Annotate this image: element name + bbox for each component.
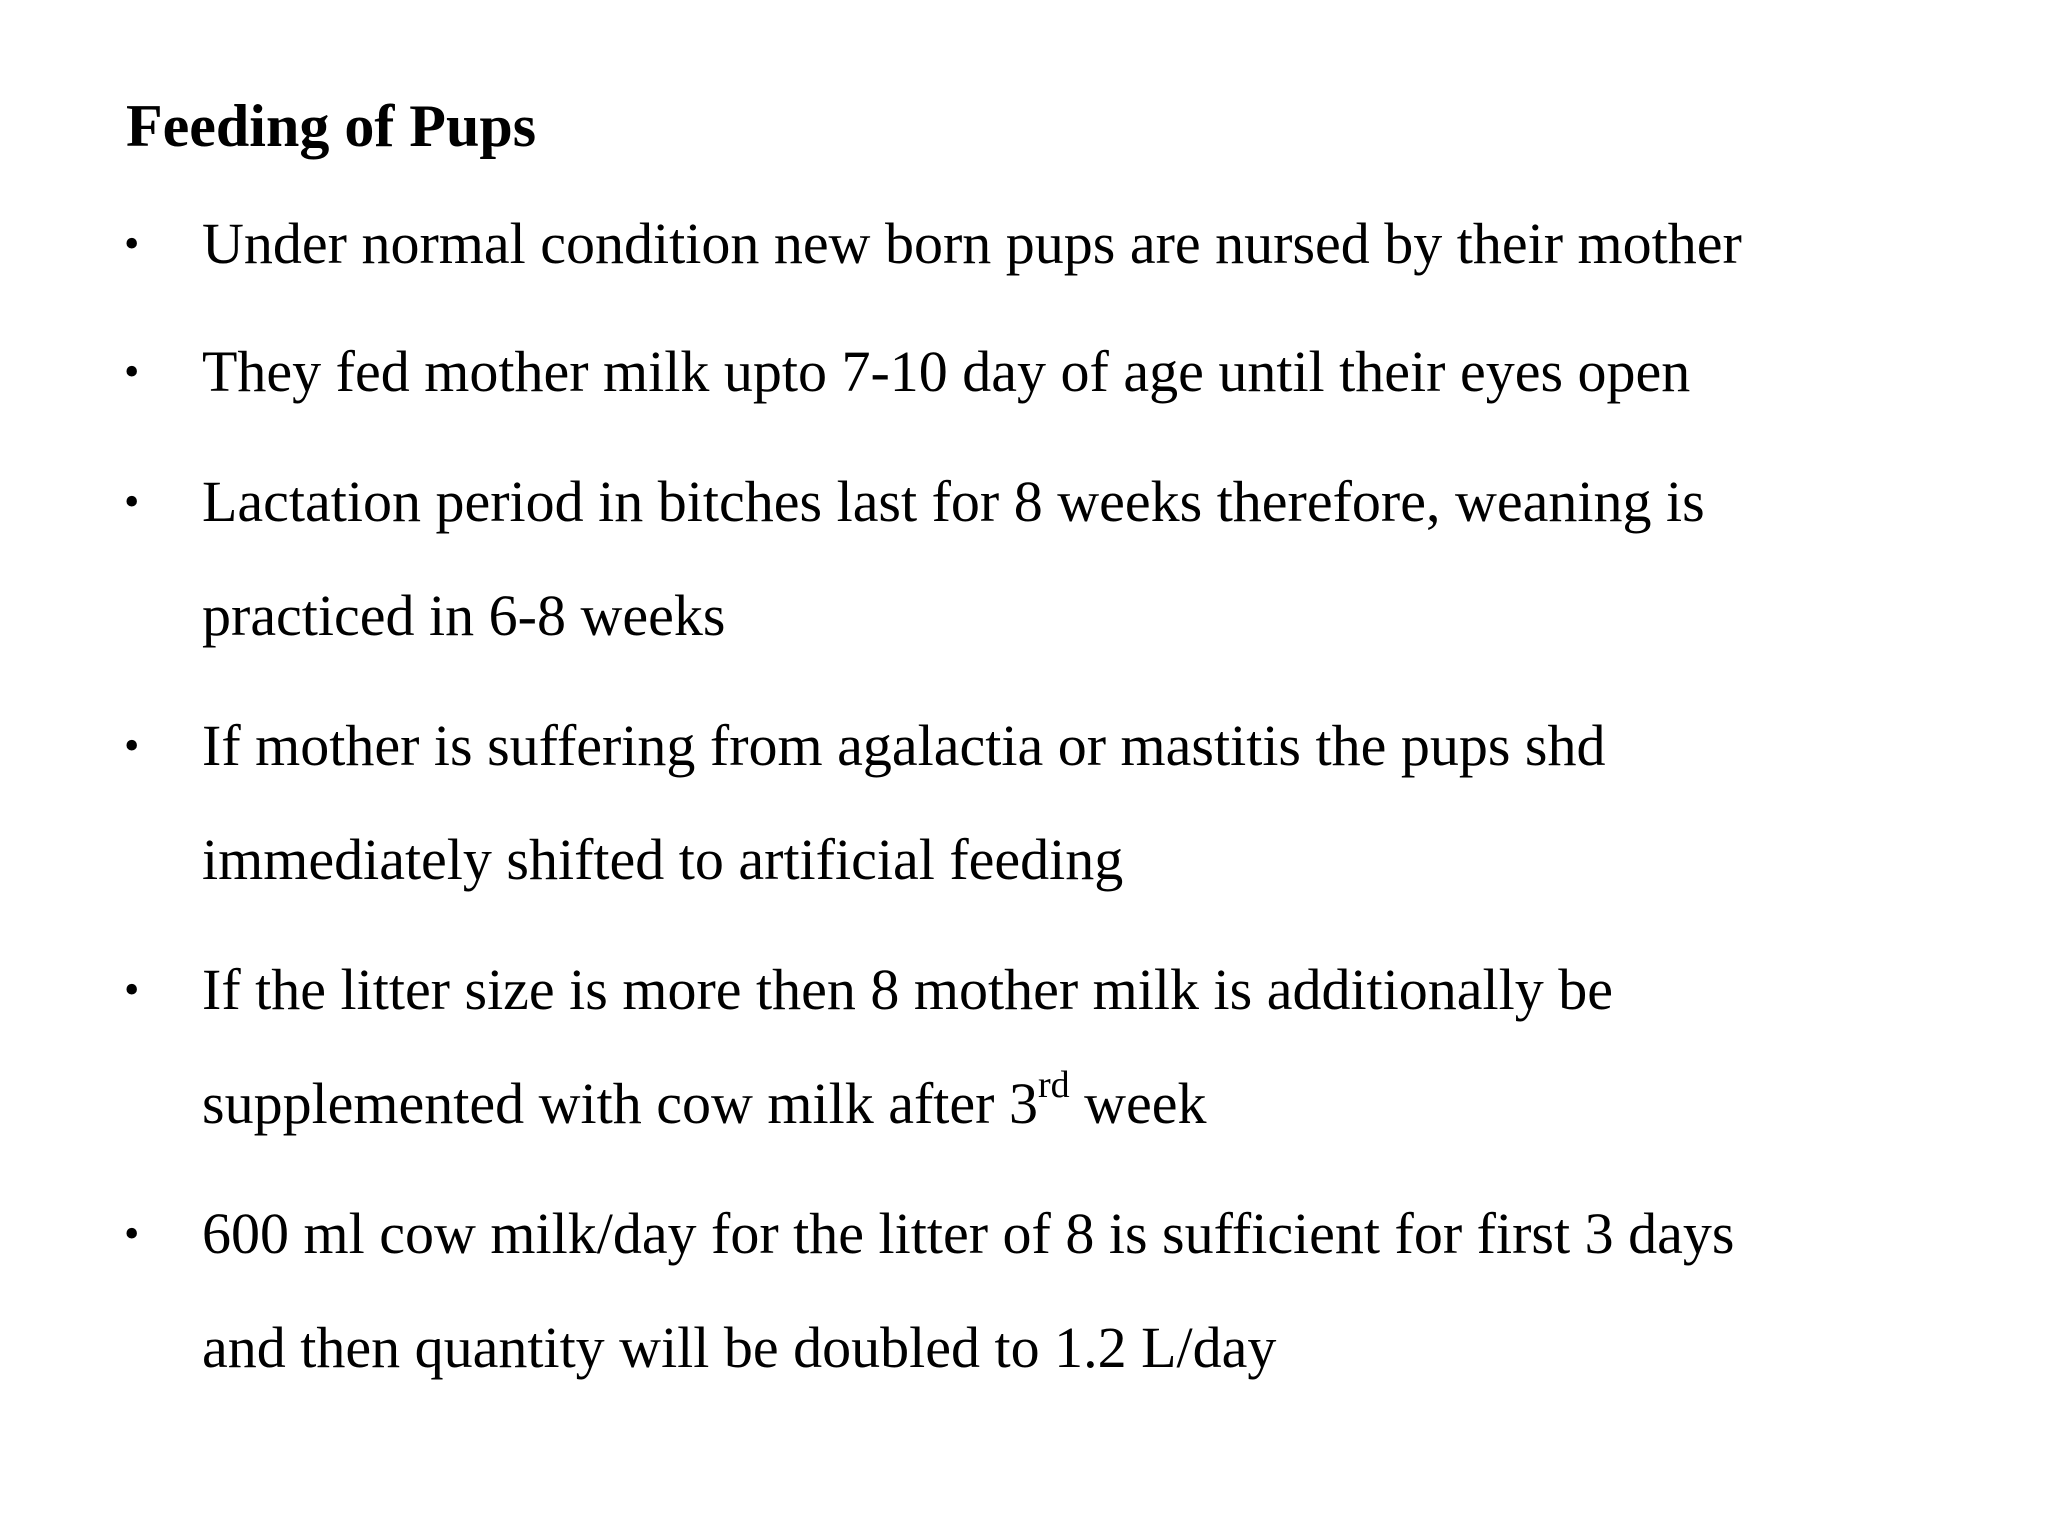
bullet-text: [202, 1177, 1962, 1405]
bullet-line: and then quantity will be doubled to 1.2 L/day: [202, 1315, 1277, 1380]
bullet-text: [202, 315, 1962, 429]
bullet-line-text: week: [1069, 1071, 1207, 1136]
bullet-marker: •: [124, 721, 140, 770]
bullet-line: practiced in 6-8 weeks: [202, 583, 726, 648]
bullet-marker: •: [124, 219, 140, 268]
bullet-line: Under normal condition new born pups are nursed by their mother: [202, 211, 1742, 276]
bullet-marker: •: [124, 477, 140, 526]
ordinal-superscript: rd: [1037, 1064, 1070, 1106]
bullet-line: They fed mother milk upto 7-10 day of age until their eyes open: [202, 339, 1691, 404]
bullet-line: 600 ml cow milk/day for the litter of 8 is sufficient for first 3 days: [202, 1201, 1735, 1266]
bullet-marker: •: [124, 1209, 140, 1258]
bullet-marker: •: [124, 347, 140, 396]
bullet-line-text: supplemented with cow milk after 3: [202, 1071, 1038, 1136]
slide-title: Feeding of Pups: [126, 93, 537, 159]
bullet-line: If mother is suffering from agalactia or mastitis the pups shd: [202, 713, 1606, 778]
bullet-marker: •: [124, 965, 140, 1014]
bullet-line: If the litter size is more then 8 mother milk is additionally be: [202, 957, 1614, 1022]
bullet-text: [202, 187, 1962, 301]
bullet-line: [202, 1047, 1962, 1161]
bullet-line: Lactation period in bitches last for 8 weeks therefore, weaning is: [202, 469, 1705, 534]
bullet-line: immediately shifted to artificial feeding: [202, 827, 1124, 892]
bullet-text: [202, 689, 1962, 917]
bullet-text: [202, 933, 1962, 1161]
bullet-text: [202, 445, 1962, 673]
